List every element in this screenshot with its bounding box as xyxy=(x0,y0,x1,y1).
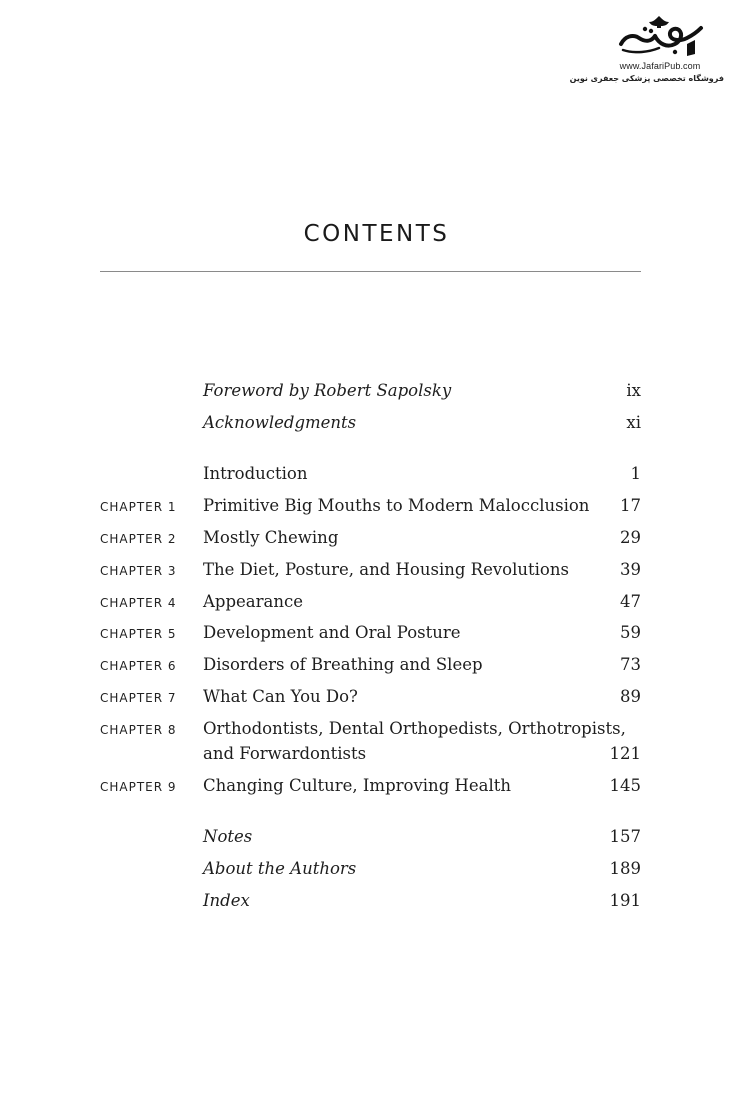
toc-entry-page: 157 xyxy=(609,827,641,846)
toc-entry-chapter-2 xyxy=(0,526,743,556)
toc-entry-chapter-1 xyxy=(0,494,743,524)
toc-entry-title: Introduction xyxy=(203,464,308,483)
toc-entry-title: What Can You Do? xyxy=(203,687,358,706)
toc-entry-page: ix xyxy=(626,381,641,400)
toc-entry-acknowledgments xyxy=(0,411,743,441)
toc-entry-page: 89 xyxy=(620,687,641,706)
toc-entry-page: 189 xyxy=(609,859,641,878)
chapter-label: CHAPTER 5 xyxy=(100,627,177,641)
chapter-label: CHAPTER 2 xyxy=(100,532,177,546)
chapter-label: CHAPTER 1 xyxy=(100,500,177,514)
toc-entry-title: Appearance xyxy=(203,592,303,611)
toc-entry-title: Development and Oral Posture xyxy=(203,623,461,642)
chapter-label: CHAPTER 8 xyxy=(100,723,177,737)
toc-entry-title: Changing Culture, Improving Health xyxy=(203,776,512,795)
chapter-label: CHAPTER 4 xyxy=(100,596,177,610)
title-divider xyxy=(100,271,641,272)
toc-entry-index xyxy=(0,889,743,919)
publisher-store-name: فروشگاه تخصصی پزشکی جعفری نوین xyxy=(569,74,724,83)
toc-entry-title: Foreword by Robert Sapolsky xyxy=(203,381,452,400)
chapter-label: CHAPTER 3 xyxy=(100,564,177,578)
toc-entry-title: Orthodontists, Dental Orthopedists, Orthotropists, xyxy=(203,719,626,738)
toc-entry-chapter-9 xyxy=(0,774,743,804)
toc-entry-page: 47 xyxy=(620,592,641,611)
chapter-label: CHAPTER 9 xyxy=(100,780,177,794)
toc-entry-about-the-authors xyxy=(0,857,743,887)
page-title: CONTENTS xyxy=(303,221,450,247)
toc-entry-chapter-6 xyxy=(0,653,743,683)
toc-entry-foreword xyxy=(0,379,743,409)
toc-entry-chapter-7 xyxy=(0,685,743,715)
toc-entry-title: Disorders of Breathing and Sleep xyxy=(203,655,483,674)
toc-entry-page: 39 xyxy=(620,560,641,579)
toc-entry-page: 145 xyxy=(609,776,641,795)
toc-entry-title: Notes xyxy=(203,827,253,846)
toc-entry-title: Acknowledgments xyxy=(203,413,357,432)
toc-entry-notes xyxy=(0,825,743,855)
toc-entry-chapter-5 xyxy=(0,621,743,651)
toc-entry-chapter-4 xyxy=(0,590,743,620)
toc-entry-title: Primitive Big Mouths to Modern Malocclusion xyxy=(203,496,590,515)
publisher-watermark xyxy=(569,14,724,83)
chapter-label: CHAPTER 7 xyxy=(100,691,177,705)
toc-entry-page: 73 xyxy=(620,655,641,674)
publisher-url: www.JafariPub.com xyxy=(619,61,701,71)
toc-entry-chapter-8 xyxy=(0,717,743,773)
toc-entry-page: 1 xyxy=(630,464,641,483)
toc-entry-title-continued: and Forwardontists xyxy=(203,744,367,763)
toc-entry-page: 121 xyxy=(609,744,641,763)
toc-entry-page: 191 xyxy=(609,891,641,910)
publisher-logo-icon xyxy=(615,14,705,60)
toc-entry-page: 17 xyxy=(620,496,641,515)
toc-entry-page: 59 xyxy=(620,623,641,642)
toc-entry-title: Mostly Chewing xyxy=(203,528,339,547)
toc-entry-chapter-3 xyxy=(0,558,743,588)
toc-entry-introduction xyxy=(0,462,743,492)
toc-entry-title: About the Authors xyxy=(203,859,357,878)
toc-entry-title: Index xyxy=(203,891,250,910)
toc-entry-page: xi xyxy=(626,413,641,432)
toc-entry-title: The Diet, Posture, and Housing Revolutions xyxy=(203,560,569,579)
toc-entry-page: 29 xyxy=(620,528,641,547)
chapter-label: CHAPTER 6 xyxy=(100,659,177,673)
